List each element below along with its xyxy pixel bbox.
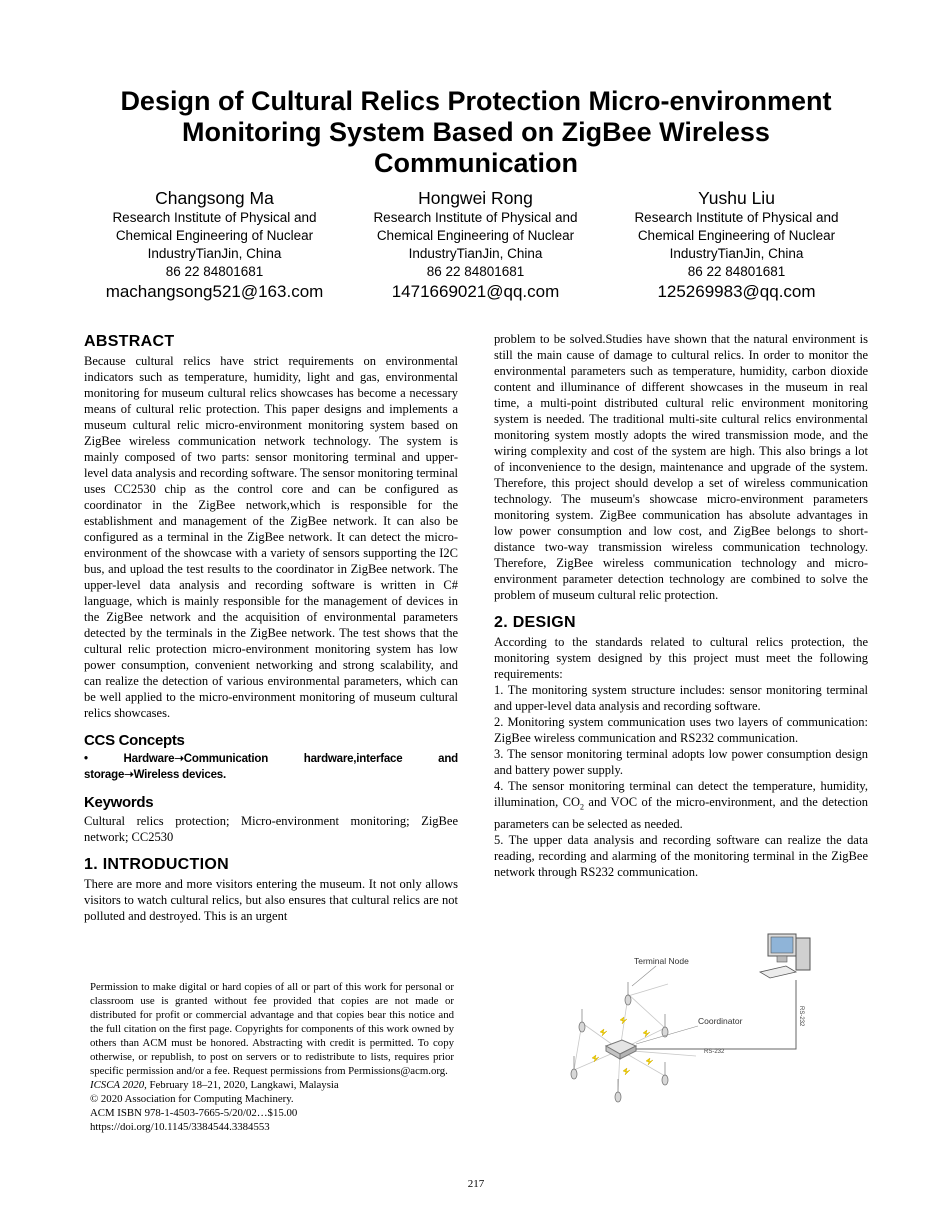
right-column bbox=[494, 331, 868, 880]
rs232-cable bbox=[636, 980, 796, 1049]
author-affiliation-line: Research Institute of Physical and bbox=[634, 210, 839, 225]
author-affiliation-line: Chemical Engineering of Nuclear bbox=[115, 228, 314, 243]
title-line-3: Communication bbox=[373, 148, 578, 178]
conference-line bbox=[90, 1078, 454, 1092]
introduction-text-left: There are more and more visitors entering the museum. It not only allows visitors to watch cultural relics, but also ensures that cultural relics are not polluted and destroyed. This is an urgent bbox=[84, 877, 458, 923]
rs232-label: RS-232 bbox=[704, 1049, 725, 1055]
author-1 bbox=[84, 187, 345, 303]
requirement-5: 5. The upper data analysis and recording software can realize the data reading, recording and alarming of the monitoring terminal in the ZigBee network through RS232 communication. bbox=[494, 832, 868, 879]
ccs-text: • Hardware➝Communication hardware,interface and storage➝Wireless devices. bbox=[84, 753, 458, 781]
author-affiliation-line: Research Institute of Physical and bbox=[373, 210, 578, 225]
author-email: 125269983@qq.com bbox=[657, 282, 816, 301]
copyright-line: © 2020 Association for Computing Machinery. bbox=[90, 1093, 294, 1105]
requirement-1: 1. The monitoring system structure includes: sensor monitoring terminal and upper-level data analysis and recording software. bbox=[494, 683, 868, 713]
requirement-4 bbox=[494, 778, 868, 832]
author-affiliation-line: Chemical Engineering of Nuclear bbox=[376, 228, 575, 243]
author-affiliation-line: IndustryTianJin, China bbox=[669, 246, 804, 261]
author-affiliation-line: IndustryTianJin, China bbox=[408, 246, 543, 261]
requirement-4-start: 4. The sensor monitoring terminal can detect the temperature, humidity, illumination, CO bbox=[494, 779, 868, 809]
author-name: Yushu Liu bbox=[698, 188, 775, 208]
isbn-line: ACM ISBN 978-1-4503-7665-5/20/02…$15.00 bbox=[90, 1107, 298, 1119]
computer-icon bbox=[760, 934, 810, 978]
title-line-2: Monitoring System Based on ZigBee Wireless bbox=[182, 117, 770, 147]
conference-details: February 18–21, 2020, Langkawi, Malaysia bbox=[146, 1079, 339, 1091]
author-name: Changsong Ma bbox=[155, 188, 274, 208]
paper-title bbox=[60, 86, 892, 179]
introduction-text-right: problem to be solved.Studies have shown that the natural environment is still the main cause of damage to cultural relics. In order to monitor the environmental parameters such as temperature, humidity, carbon dioxide content and illuminance of different showcases in the museum in real time, a multi-point distributed cultural relic environment monitoring system is needed. The traditional multi-site cultural relics environmental monitoring system mostly adopts the wired transmission mode, and the wiring complexity and cost of the system are high. This also brings a lot of inconvenience to the design, maintenance and upgrade of the system. Therefore, this project should develop a set of wireless communication technology. The museum's showcase micro-environment parameters monitoring system. ZigBee communication has absolute advantages in low power consumption and low cost, and ZigBee belongs to short-distance two-way transmission wireless communication technology. Therefore, ZigBee wireless communication technology and micro-environment parameter detection technology are combined to solve the problem of museum cultural relic protection. bbox=[494, 332, 868, 602]
keywords-heading: Keywords bbox=[84, 794, 154, 811]
doi-line: https://doi.org/10.1145/3384544.3384553 bbox=[90, 1121, 270, 1133]
page-number: 217 bbox=[467, 1178, 485, 1190]
author-name: Hongwei Rong bbox=[418, 188, 533, 208]
title-line-1: Design of Cultural Relics Protection Micro-environment bbox=[120, 86, 832, 116]
co2-subscript: 2 bbox=[580, 802, 585, 812]
requirement-3: 3. The sensor monitoring terminal adopts low power consumption design and battery power supply. bbox=[494, 747, 868, 777]
author-phone: 86 22 84801681 bbox=[426, 264, 525, 279]
author-phone: 86 22 84801681 bbox=[165, 264, 264, 279]
author-3 bbox=[606, 187, 867, 303]
abstract-heading: ABSTRACT bbox=[84, 333, 175, 350]
ccs-heading: CCS Concepts bbox=[84, 732, 185, 749]
requirement-2: 2. Monitoring system communication uses two layers of communication: ZigBee wireless communication and RS232 communication. bbox=[494, 715, 868, 745]
requirement-4-end: and VOC of the micro-environment, and the detection parameters can be selected as needed. bbox=[494, 795, 868, 831]
permission-block bbox=[90, 980, 454, 1134]
design-intro: According to the standards related to cultural relics protection, the monitoring system designed by this project must meet the following requirements: bbox=[494, 635, 868, 681]
network-diagram bbox=[548, 928, 878, 1128]
conference-name: ICSCA 2020, bbox=[90, 1079, 147, 1091]
network-lines bbox=[574, 984, 696, 1093]
design-heading: 2. DESIGN bbox=[494, 614, 576, 631]
terminal-label-pointer bbox=[632, 966, 656, 986]
terminal-node-label: Terminal Node bbox=[634, 956, 689, 966]
author-email: machangsong521@163.com bbox=[105, 282, 324, 301]
rs232-vertical-label: RS-232 bbox=[798, 1006, 804, 1027]
author-phone: 86 22 84801681 bbox=[687, 264, 786, 279]
abstract-text: Because cultural relics have strict requirements on environmental indicators such as temperature, humidity, light and gas, environmental monitoring for museum cultural relics showcases has become a necessary means of cultural relic protection. This paper designs and implements a museum cultural relic micro-environment monitoring system based on ZigBee wireless communication network technology. The system is mainly composed of two parts: sensor monitoring terminal and upper-level data analysis and recording software. The sensor monitoring terminal uses CC2530 chip as the control core and can be configured as coordinator in the ZigBee network,which is responsible for the establishment and management of the ZigBee network. It can also be configured as a terminal in the ZigBee network. It can detect the micro-environment of the showcase with a variety of sensors supporting the I2C bus, and upload the test results to the coordinator in ZigBee network. The upper-level data analysis and recording software is written in C# language, which is mainly responsible for the management of devices in the ZigBee network and the acquisition of environmental parameters detected by the terminals in the ZigBee network. The test shows that the cultural relic protection micro-environment monitoring system has low power consumption, convenient networking and strong scalability, and can realize the detection of various environmental parameters, which can be well applied to the micro-environment monitoring of museum cultural relics showcases. bbox=[84, 354, 458, 720]
author-affiliation-line: Chemical Engineering of Nuclear bbox=[637, 228, 836, 243]
author-affiliation-line: IndustryTianJin, China bbox=[147, 246, 282, 261]
left-column bbox=[84, 332, 458, 924]
author-2 bbox=[345, 187, 606, 303]
author-affiliation-line: Research Institute of Physical and bbox=[112, 210, 317, 225]
author-block bbox=[84, 187, 868, 303]
permission-text: Permission to make digital or hard copies of all or part of this work for personal or classroom use is granted without fee provided that copies are not made or distributed for profit or commercial advantage and that copies bear this notice and the full citation on the first page. Copyrights for components of this work owned by others than ACM must be honored. Abstracting with credit is permitted. To copy otherwise, or republish, to post on servers or to redistribute to lists, requires prior specific permission and/or a fee. Request permissions from Permissions@acm.org. bbox=[90, 981, 454, 1077]
author-email: 1471669021@qq.com bbox=[391, 282, 560, 301]
keywords-text: Cultural relics protection; Micro-environment monitoring; ZigBee network; CC2530 bbox=[84, 814, 458, 844]
coordinator-label: Coordinator bbox=[698, 1016, 743, 1026]
introduction-heading: 1. INTRODUCTION bbox=[84, 856, 229, 873]
